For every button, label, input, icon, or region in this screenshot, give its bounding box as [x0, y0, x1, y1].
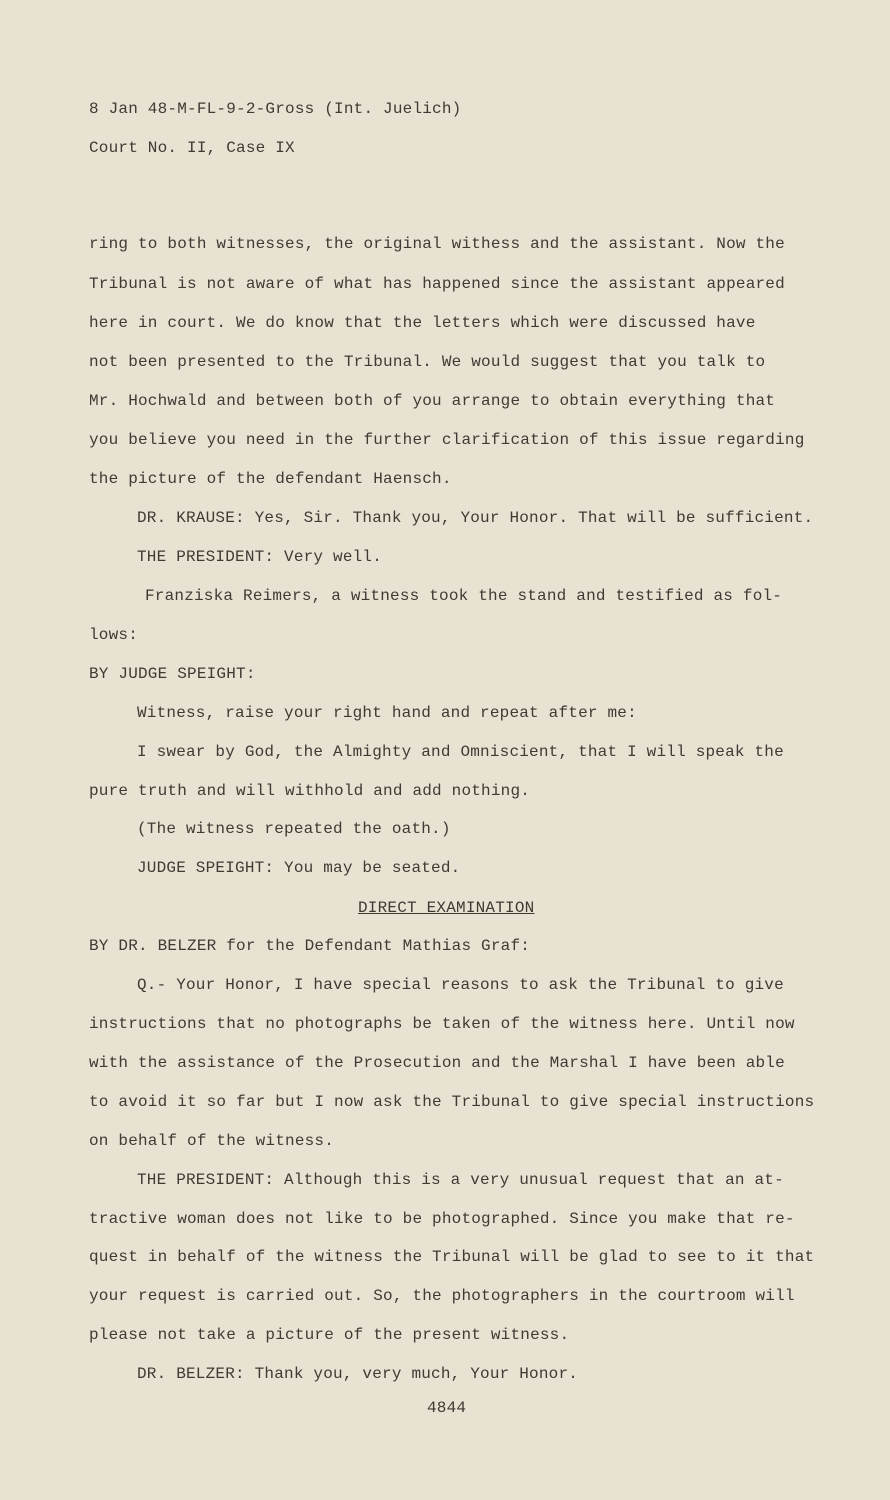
body-line-23: to avoid it so far but I now ask the Tribunal to give special instructions — [89, 1093, 815, 1111]
body-line-24: on behalf of the witness. — [89, 1132, 335, 1150]
body-line-2: Tribunal is not aware of what has happened since the assistant appeared — [89, 275, 785, 293]
body-line-13: Witness, raise your right hand and repeat after me: — [137, 704, 637, 722]
body-line-28: your request is carried out. So, the photographers in the courtroom will — [89, 1287, 795, 1305]
body-line-12: BY JUDGE SPEIGHT: — [89, 665, 256, 683]
body-line-8: DR. KRAUSE: Yes, Sir. Thank you, Your Honor. That will be sufficient. — [137, 509, 814, 527]
body-line-25: THE PRESIDENT: Although this is a very unusual request that an at- — [137, 1171, 784, 1189]
body-line-22: with the assistance of the Prosecution and the Marshal I have been able — [89, 1054, 785, 1072]
body-line-7: the picture of the defendant Haensch. — [89, 470, 452, 488]
body-line-29: please not take a picture of the present witness. — [89, 1326, 570, 1344]
body-line-30: DR. BELZER: Thank you, very much, Your Honor. — [137, 1365, 579, 1383]
header-line-1: 8 Jan 48-M-FL-9-2-Gross (Int. Juelich) — [89, 100, 462, 118]
body-line-11: lows: — [89, 626, 139, 644]
body-line-3: here in court. We do know that the letters which were discussed have — [89, 314, 756, 332]
body-line-20: Q.- Your Honor, I have special reasons to ask the Tribunal to give — [137, 976, 784, 994]
body-line-5: Mr. Hochwald and between both of you arrange to obtain everything that — [89, 392, 776, 410]
body-line-6: you believe you need in the further clarification of this issue regarding — [89, 431, 805, 449]
body-line-4: not been presented to the Tribunal. We would suggest that you talk to — [89, 353, 766, 371]
body-line-9: THE PRESIDENT: Very well. — [137, 548, 383, 566]
body-line-26: tractive woman does not like to be photographed. Since you make that re- — [89, 1210, 795, 1228]
body-line-21: instructions that no photographs be taken of the witness here. Until now — [89, 1015, 795, 1033]
header-line-2: Court No. II, Case IX — [89, 139, 295, 157]
body-line-14: I swear by God, the Almighty and Omniscient, that I will speak the — [137, 743, 784, 761]
body-line-15: pure truth and will withhold and add nothing. — [89, 782, 531, 800]
section-heading-direct-examination: DIRECT EXAMINATION — [358, 899, 535, 917]
body-line-17: JUDGE SPEIGHT: You may be seated. — [137, 859, 461, 877]
body-line-19: BY DR. BELZER for the Defendant Mathias Graf: — [89, 937, 531, 955]
body-line-1: ring to both witnesses, the original withess and the assistant. Now the — [89, 235, 785, 253]
body-line-10: Franziska Reimers, a witness took the stand and testified as fol- — [145, 587, 783, 605]
body-line-27: quest in behalf of the witness the Tribunal will be glad to see to it that — [89, 1248, 815, 1266]
body-line-16: (The witness repeated the oath.) — [137, 820, 451, 838]
page-number: 4844 — [427, 1399, 467, 1417]
